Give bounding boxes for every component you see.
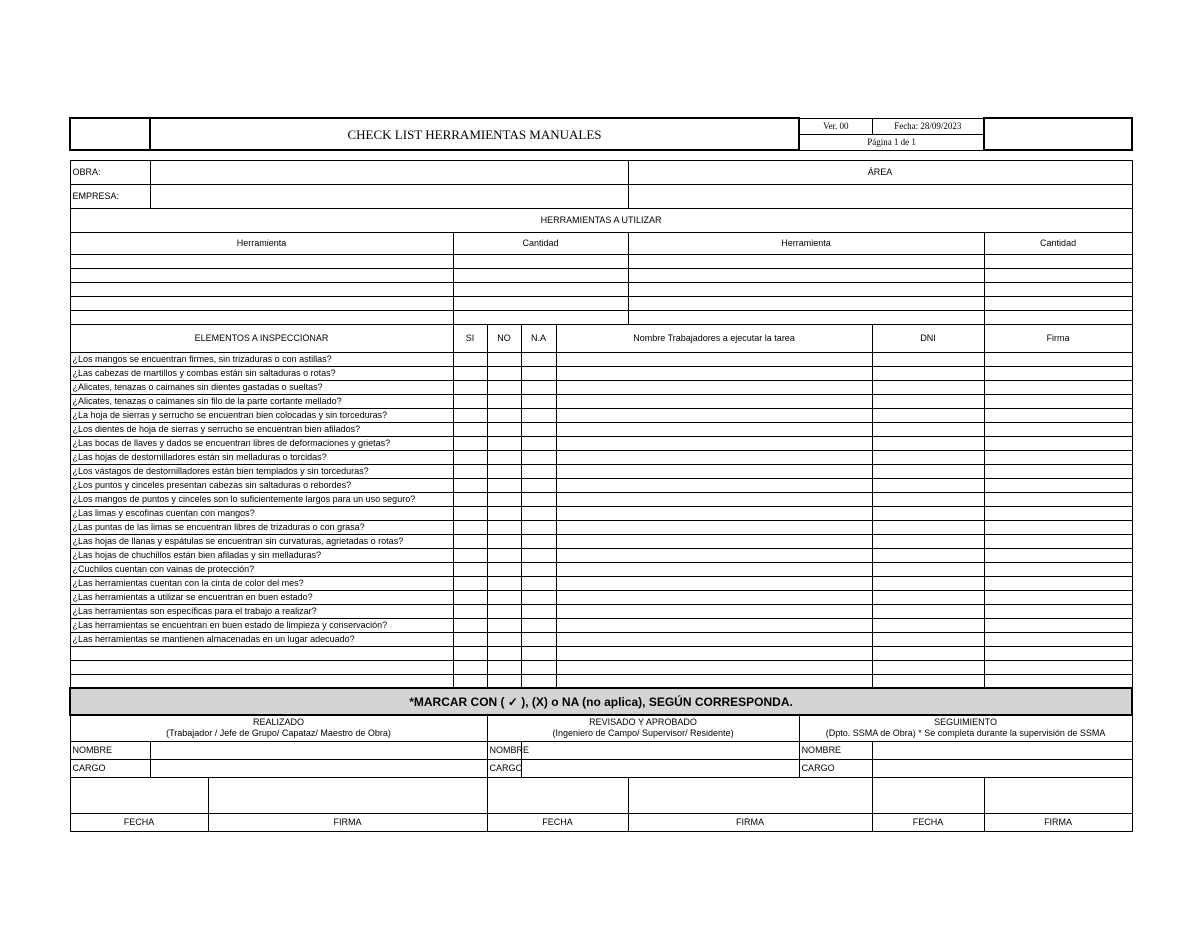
worker-dni-cell[interactable] [872, 520, 984, 534]
si-check-cell[interactable] [453, 548, 487, 562]
inspection-question: ¿Cuchilos cuentan con vainas de protección? [70, 562, 453, 576]
si-check-cell[interactable] [453, 520, 487, 534]
tools-col-tool-left: Herramienta [70, 232, 453, 254]
area-label: ÁREA [628, 160, 1132, 184]
inspection-col-na: N.A [521, 324, 556, 352]
worker-dni-cell[interactable] [872, 632, 984, 646]
tool-name-left-cell[interactable] [70, 296, 453, 310]
tool-qty-left-cell[interactable] [453, 310, 628, 324]
worker-name-cell[interactable] [556, 366, 872, 380]
no-check-cell[interactable] [487, 548, 521, 562]
worker-firma-cell[interactable] [984, 646, 1132, 660]
inspection-row [70, 674, 1132, 688]
na-check-cell[interactable] [521, 352, 556, 366]
worker-dni-cell[interactable] [872, 478, 984, 492]
na-check-cell[interactable] [521, 408, 556, 422]
na-check-cell[interactable] [521, 394, 556, 408]
worker-dni-cell[interactable] [872, 366, 984, 380]
inspection-question [70, 646, 453, 660]
revisado-nombre-label: NOMBRE [487, 741, 521, 759]
worker-name-cell[interactable] [556, 646, 872, 660]
realizado-subtitle: (Trabajador / Jefe de Grupo/ Capataz/ Maestro de Obra) [166, 728, 391, 739]
checklist-table [69, 117, 1133, 832]
inspection-question: ¿Alicates, tenazas o caimanes sin filo de la parte cortante mellado? [70, 394, 453, 408]
na-check-cell[interactable] [521, 366, 556, 380]
header-right-cell [984, 118, 1132, 150]
tool-qty-right-cell[interactable] [984, 282, 1132, 296]
tool-qty-left-cell[interactable] [453, 254, 628, 268]
worker-name-cell[interactable] [556, 604, 872, 618]
tool-qty-right-cell[interactable] [984, 296, 1132, 310]
worker-name-cell[interactable] [556, 464, 872, 478]
inspection-row [70, 520, 1132, 534]
worker-firma-cell[interactable] [984, 394, 1132, 408]
no-check-cell[interactable] [487, 618, 521, 632]
worker-firma-cell[interactable] [984, 422, 1132, 436]
no-check-cell[interactable] [487, 520, 521, 534]
si-check-cell[interactable] [453, 534, 487, 548]
tools-row [70, 254, 1132, 268]
worker-firma-cell[interactable] [984, 366, 1132, 380]
worker-dni-cell[interactable] [872, 380, 984, 394]
si-check-cell[interactable] [453, 618, 487, 632]
inspection-row [70, 632, 1132, 646]
inspection-col-firma: Firma [984, 324, 1132, 352]
realizado-nombre-label: NOMBRE [70, 741, 150, 759]
si-check-cell[interactable] [453, 464, 487, 478]
worker-firma-cell[interactable] [984, 436, 1132, 450]
na-check-cell[interactable] [521, 478, 556, 492]
worker-firma-cell[interactable] [984, 450, 1132, 464]
seguimiento-header [799, 715, 1132, 741]
realizado-title: REALIZADO [252, 717, 304, 728]
inspection-question: ¿Las limas y escofinas cuentan con mangos? [70, 506, 453, 520]
no-check-cell[interactable] [487, 492, 521, 506]
revisado-firma-box[interactable] [628, 777, 872, 813]
tool-qty-left-cell[interactable] [453, 282, 628, 296]
revisado-fecha-box[interactable] [487, 777, 628, 813]
tool-name-left-cell[interactable] [70, 310, 453, 324]
na-check-cell[interactable] [521, 632, 556, 646]
inspection-question: ¿Las bocas de llaves y dados se encuentran libres de deformaciones y grietas? [70, 436, 453, 450]
realizado-header [70, 715, 487, 741]
inspection-row [70, 436, 1132, 450]
tools-section-title: HERRAMIENTAS A UTILIZAR [70, 208, 1132, 232]
na-check-cell[interactable] [521, 506, 556, 520]
worker-name-cell[interactable] [556, 422, 872, 436]
si-check-cell[interactable] [453, 674, 487, 688]
worker-name-cell[interactable] [556, 534, 872, 548]
worker-dni-cell[interactable] [872, 450, 984, 464]
worker-dni-cell[interactable] [872, 534, 984, 548]
worker-name-cell[interactable] [556, 660, 872, 674]
spacer-row [70, 150, 1132, 160]
tool-name-right-cell[interactable] [628, 254, 984, 268]
no-check-cell[interactable] [487, 506, 521, 520]
seguimiento-title: SEGUIMIENTO [934, 717, 997, 728]
inspection-row [70, 604, 1132, 618]
worker-dni-cell[interactable] [872, 590, 984, 604]
inspection-question [70, 660, 453, 674]
worker-firma-cell[interactable] [984, 520, 1132, 534]
no-check-cell[interactable] [487, 534, 521, 548]
si-check-cell[interactable] [453, 492, 487, 506]
tool-qty-right-cell[interactable] [984, 310, 1132, 324]
worker-dni-cell[interactable] [872, 562, 984, 576]
inspection-row [70, 478, 1132, 492]
inspection-question: ¿Las herramientas se encuentran en buen estado de limpieza y conservación? [70, 618, 453, 632]
seguimiento-cargo-label: CARGO [799, 759, 872, 777]
worker-dni-cell[interactable] [872, 408, 984, 422]
si-check-cell[interactable] [453, 478, 487, 492]
date-label: Fecha: 28/09/2023 [872, 118, 984, 134]
inspection-col-elements: ELEMENTOS A INSPECCIONAR [70, 324, 453, 352]
inspection-row [70, 646, 1132, 660]
seguimiento-firma-label: FIRMA [984, 813, 1132, 831]
inspection-question: ¿Los dientes de hoja de sierras y serrucho se encuentran bien afilados? [70, 422, 453, 436]
tools-col-qty-left: Cantidad [453, 232, 628, 254]
no-check-cell[interactable] [487, 604, 521, 618]
worker-dni-cell[interactable] [872, 352, 984, 366]
worker-dni-cell[interactable] [872, 618, 984, 632]
worker-dni-cell[interactable] [872, 394, 984, 408]
na-check-cell[interactable] [521, 590, 556, 604]
revisado-nombre-field[interactable] [521, 741, 799, 759]
worker-dni-cell[interactable] [872, 674, 984, 688]
worker-name-cell[interactable] [556, 632, 872, 646]
worker-name-cell[interactable] [556, 562, 872, 576]
no-check-cell[interactable] [487, 464, 521, 478]
realizado-firma-box[interactable] [208, 777, 487, 813]
inspection-col-no: NO [487, 324, 521, 352]
tool-qty-left-cell[interactable] [453, 268, 628, 282]
inspection-question: ¿Las hojas de destornilladores están sin melladuras o torcidas? [70, 450, 453, 464]
inspection-row [70, 464, 1132, 478]
seguimiento-subtitle: (Dpto. SSMA de Obra) * Se completa durante la supervisión de SSMA [825, 728, 1106, 739]
worker-dni-cell[interactable] [872, 464, 984, 478]
inspection-row [70, 422, 1132, 436]
si-check-cell[interactable] [453, 576, 487, 590]
revisado-fecha-label: FECHA [487, 813, 628, 831]
no-check-cell[interactable] [487, 450, 521, 464]
worker-firma-cell[interactable] [984, 660, 1132, 674]
na-check-cell[interactable] [521, 492, 556, 506]
inspection-row [70, 492, 1132, 506]
worker-name-cell[interactable] [556, 492, 872, 506]
worker-dni-cell[interactable] [872, 660, 984, 674]
realizado-fecha-label: FECHA [70, 813, 208, 831]
si-check-cell[interactable] [453, 394, 487, 408]
worker-firma-cell[interactable] [984, 478, 1132, 492]
inspection-question: ¿La hoja de sierras y serrucho se encuentran bien colocadas y sin torceduras? [70, 408, 453, 422]
empresa-label: EMPRESA: [70, 184, 150, 208]
no-check-cell[interactable] [487, 660, 521, 674]
no-check-cell[interactable] [487, 646, 521, 660]
si-check-cell[interactable] [453, 590, 487, 604]
realizado-nombre-field[interactable] [150, 741, 487, 759]
seguimiento-cargo-field[interactable] [872, 759, 1132, 777]
tool-qty-left-cell[interactable] [453, 296, 628, 310]
inspection-row [70, 562, 1132, 576]
inspection-row [70, 576, 1132, 590]
worker-firma-cell[interactable] [984, 576, 1132, 590]
si-check-cell[interactable] [453, 604, 487, 618]
no-check-cell[interactable] [487, 422, 521, 436]
seguimiento-fecha-label: FECHA [872, 813, 984, 831]
realizado-cargo-field[interactable] [150, 759, 487, 777]
tool-qty-right-cell[interactable] [984, 254, 1132, 268]
inspection-row [70, 618, 1132, 632]
inspection-question: ¿Las cabezas de martillos y combas están sin saltaduras o rotas? [70, 366, 453, 380]
tools-col-tool-right: Herramienta [628, 232, 984, 254]
worker-dni-cell[interactable] [872, 604, 984, 618]
revisado-title: REVISADO Y APROBADO [589, 717, 697, 728]
worker-name-cell[interactable] [556, 408, 872, 422]
version-label: Ver. 00 [799, 118, 872, 134]
page-number-label: Página 1 de 1 [799, 134, 984, 150]
inspection-row [70, 548, 1132, 562]
worker-dni-cell[interactable] [872, 576, 984, 590]
inspection-row [70, 534, 1132, 548]
worker-firma-cell[interactable] [984, 618, 1132, 632]
no-check-cell[interactable] [487, 576, 521, 590]
si-check-cell[interactable] [453, 632, 487, 646]
inspection-row [70, 506, 1132, 520]
worker-name-cell[interactable] [556, 478, 872, 492]
inspection-question: ¿Las hojas de chuchillos están bien afiladas y sin melladuras? [70, 548, 453, 562]
worker-name-cell[interactable] [556, 436, 872, 450]
no-check-cell[interactable] [487, 590, 521, 604]
inspection-row [70, 590, 1132, 604]
worker-name-cell[interactable] [556, 674, 872, 688]
tool-name-right-cell[interactable] [628, 282, 984, 296]
seguimiento-nombre-label: NOMBRE [799, 741, 872, 759]
na-check-cell[interactable] [521, 534, 556, 548]
inspection-question: ¿Las herramientas a utilizar se encuentran en buen estado? [70, 590, 453, 604]
tools-col-qty-right: Cantidad [984, 232, 1132, 254]
revisado-cargo-field[interactable] [521, 759, 799, 777]
worker-firma-cell[interactable] [984, 408, 1132, 422]
worker-name-cell[interactable] [556, 618, 872, 632]
tools-row [70, 268, 1132, 282]
tool-name-right-cell[interactable] [628, 296, 984, 310]
seguimiento-firma-box[interactable] [984, 777, 1132, 813]
inspection-question [70, 674, 453, 688]
na-check-cell[interactable] [521, 464, 556, 478]
worker-firma-cell[interactable] [984, 562, 1132, 576]
inspection-question: ¿Los vástagos de destornilladores están bien templados y sin torceduras? [70, 464, 453, 478]
inspection-row [70, 366, 1132, 380]
no-check-cell[interactable] [487, 562, 521, 576]
inspection-row [70, 380, 1132, 394]
na-check-cell[interactable] [521, 450, 556, 464]
worker-name-cell[interactable] [556, 394, 872, 408]
seguimiento-nombre-field[interactable] [872, 741, 1132, 759]
si-check-cell[interactable] [453, 562, 487, 576]
worker-dni-cell[interactable] [872, 492, 984, 506]
inspection-question: ¿Alicates, tenazas o caimanes sin dientes gastadas o sueltas? [70, 380, 453, 394]
worker-firma-cell[interactable] [984, 352, 1132, 366]
worker-firma-cell[interactable] [984, 590, 1132, 604]
si-check-cell[interactable] [453, 366, 487, 380]
worker-name-cell[interactable] [556, 380, 872, 394]
na-check-cell[interactable] [521, 674, 556, 688]
worker-firma-cell[interactable] [984, 380, 1132, 394]
revisado-cargo-label: CARGO [487, 759, 521, 777]
inspection-question: ¿Las herramientas son específicas para el trabajo a realizar? [70, 604, 453, 618]
no-check-cell[interactable] [487, 380, 521, 394]
realizado-firma-label: FIRMA [208, 813, 487, 831]
tool-name-right-cell[interactable] [628, 310, 984, 324]
worker-dni-cell[interactable] [872, 436, 984, 450]
worker-dni-cell[interactable] [872, 422, 984, 436]
worker-name-cell[interactable] [556, 352, 872, 366]
no-check-cell[interactable] [487, 352, 521, 366]
worker-name-cell[interactable] [556, 520, 872, 534]
no-check-cell[interactable] [487, 674, 521, 688]
obra-label: OBRA: [70, 160, 150, 184]
tool-name-left-cell[interactable] [70, 254, 453, 268]
worker-firma-cell[interactable] [984, 632, 1132, 646]
worker-firma-cell[interactable] [984, 534, 1132, 548]
inspection-row [70, 408, 1132, 422]
marking-instruction-banner: *MARCAR CON ( ✓ ), (X) o NA (no aplica), SEGÚN CORRESPONDA. [70, 688, 1132, 715]
na-check-cell[interactable] [521, 618, 556, 632]
inspection-row [70, 450, 1132, 464]
tools-row [70, 282, 1132, 296]
worker-dni-cell[interactable] [872, 506, 984, 520]
worker-firma-cell[interactable] [984, 506, 1132, 520]
na-check-cell[interactable] [521, 520, 556, 534]
worker-name-cell[interactable] [556, 576, 872, 590]
inspection-row [70, 660, 1132, 674]
si-check-cell[interactable] [453, 422, 487, 436]
si-check-cell[interactable] [453, 506, 487, 520]
inspection-question: ¿Las hojas de llanas y espátulas se encuentran sin curvaturas, agrietadas o rotas? [70, 534, 453, 548]
worker-name-cell[interactable] [556, 506, 872, 520]
no-check-cell[interactable] [487, 436, 521, 450]
tool-name-left-cell[interactable] [70, 282, 453, 296]
worker-firma-cell[interactable] [984, 604, 1132, 618]
si-check-cell[interactable] [453, 646, 487, 660]
na-check-cell[interactable] [521, 380, 556, 394]
worker-name-cell[interactable] [556, 548, 872, 562]
realizado-cargo-label: CARGO [70, 759, 150, 777]
tools-row [70, 310, 1132, 324]
document-title: CHECK LIST HERRAMIENTAS MANUALES [150, 118, 799, 150]
na-check-cell[interactable] [521, 576, 556, 590]
tool-name-left-cell[interactable] [70, 268, 453, 282]
checklist-sheet [69, 117, 1131, 832]
na-check-cell[interactable] [521, 562, 556, 576]
si-check-cell[interactable] [453, 408, 487, 422]
worker-firma-cell[interactable] [984, 674, 1132, 688]
area-field[interactable] [628, 184, 1132, 208]
tools-row [70, 296, 1132, 310]
tool-name-right-cell[interactable] [628, 268, 984, 282]
inspection-question: ¿Las herramientas cuentan con la cinta de color del mes? [70, 576, 453, 590]
no-check-cell[interactable] [487, 632, 521, 646]
worker-dni-cell[interactable] [872, 646, 984, 660]
si-check-cell[interactable] [453, 436, 487, 450]
na-check-cell[interactable] [521, 660, 556, 674]
obra-field[interactable] [150, 160, 628, 184]
no-check-cell[interactable] [487, 394, 521, 408]
inspection-question: ¿Los mangos de puntos y cinceles son lo suficientemente largos para un uso seguro? [70, 492, 453, 506]
no-check-cell[interactable] [487, 408, 521, 422]
worker-name-cell[interactable] [556, 590, 872, 604]
inspection-row [70, 394, 1132, 408]
worker-dni-cell[interactable] [872, 548, 984, 562]
inspection-question: ¿Los mangos se encuentran firmes, sin trizaduras o con astillas? [70, 352, 453, 366]
inspection-question: ¿Las herramientas se mantienen almacenadas en un lugar adecuado? [70, 632, 453, 646]
no-check-cell[interactable] [487, 366, 521, 380]
worker-firma-cell[interactable] [984, 492, 1132, 506]
inspection-col-si: SI [453, 324, 487, 352]
revisado-header [487, 715, 799, 741]
realizado-fecha-box[interactable] [70, 777, 208, 813]
si-check-cell[interactable] [453, 660, 487, 674]
worker-name-cell[interactable] [556, 450, 872, 464]
na-check-cell[interactable] [521, 548, 556, 562]
si-check-cell[interactable] [453, 450, 487, 464]
empresa-field[interactable] [150, 184, 628, 208]
worker-firma-cell[interactable] [984, 548, 1132, 562]
na-check-cell[interactable] [521, 422, 556, 436]
no-check-cell[interactable] [487, 478, 521, 492]
si-check-cell[interactable] [453, 380, 487, 394]
inspection-row [70, 352, 1132, 366]
si-check-cell[interactable] [453, 352, 487, 366]
inspection-col-dni: DNI [872, 324, 984, 352]
inspection-question: ¿Los puntos y cinceles presentan cabezas sin saltaduras o rebordes? [70, 478, 453, 492]
na-check-cell[interactable] [521, 436, 556, 450]
logo-cell [70, 118, 150, 150]
tool-qty-right-cell[interactable] [984, 268, 1132, 282]
na-check-cell[interactable] [521, 604, 556, 618]
seguimiento-fecha-box[interactable] [872, 777, 984, 813]
worker-firma-cell[interactable] [984, 464, 1132, 478]
na-check-cell[interactable] [521, 646, 556, 660]
revisado-firma-label: FIRMA [628, 813, 872, 831]
revisado-subtitle: (Ingeniero de Campo/ Supervisor/ Residente) [552, 728, 734, 739]
inspection-col-workers: Nombre Trabajadores a ejecutar la tarea [556, 324, 872, 352]
inspection-question: ¿Las puntas de las limas se encuentran libres de trizaduras o con grasa? [70, 520, 453, 534]
